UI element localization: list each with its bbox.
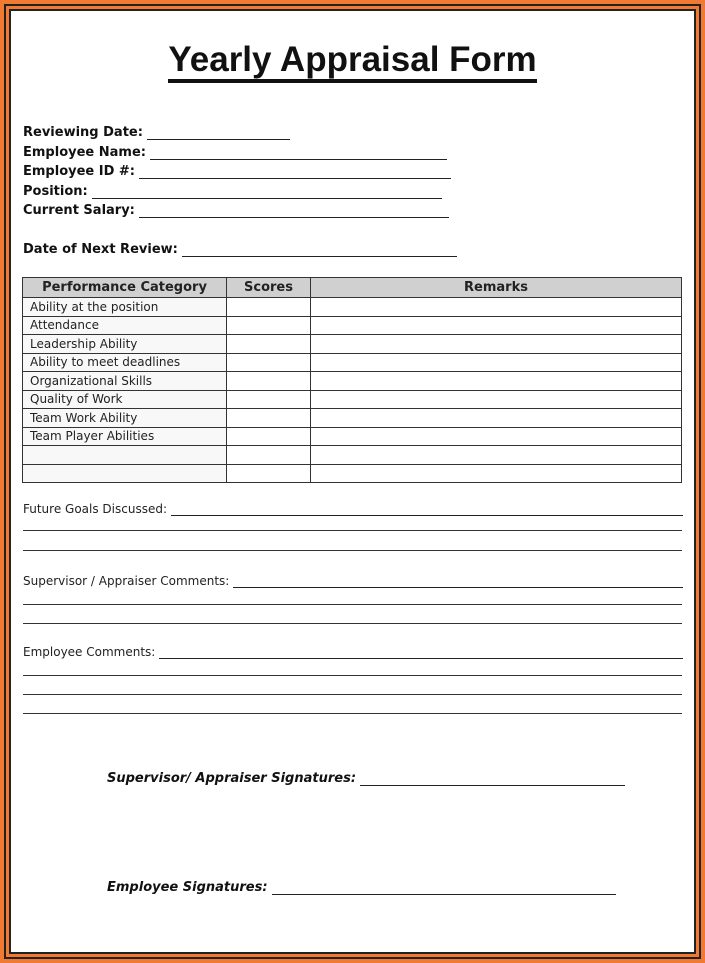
category-cell: Team Player Abilities — [23, 427, 227, 446]
employee-id-label: Employee ID #: — [23, 164, 135, 179]
category-cell[interactable] — [23, 464, 227, 483]
position-label: Position: — [23, 184, 88, 199]
employee-comments-line[interactable] — [23, 675, 682, 676]
category-cell: Organizational Skills — [23, 372, 227, 391]
position-line[interactable] — [92, 187, 442, 199]
score-cell[interactable] — [227, 427, 311, 446]
next-review-line[interactable] — [182, 245, 457, 257]
employee-name-field[interactable] — [23, 145, 447, 160]
future-goals-field[interactable] — [23, 502, 683, 516]
future-goals-line[interactable] — [171, 504, 683, 516]
employee-id-field[interactable] — [23, 164, 451, 179]
table-row — [23, 409, 682, 428]
current-salary-field[interactable] — [23, 203, 449, 218]
supervisor-comments-label: Supervisor / Appraiser Comments: — [23, 574, 230, 588]
remarks-cell[interactable] — [311, 446, 682, 465]
score-cell[interactable] — [227, 335, 311, 354]
category-cell: Attendance — [23, 316, 227, 335]
reviewing-date-label: Reviewing Date: — [23, 125, 143, 140]
remarks-cell[interactable] — [311, 390, 682, 409]
supervisor-comments-line[interactable] — [23, 604, 682, 605]
next-review-field[interactable] — [23, 242, 457, 257]
table-row — [23, 298, 682, 317]
score-cell[interactable] — [227, 390, 311, 409]
score-cell[interactable] — [227, 353, 311, 372]
form-title — [0, 40, 705, 80]
employee-id-line[interactable] — [139, 167, 451, 179]
header-remarks: Remarks — [311, 278, 682, 298]
table-row — [23, 372, 682, 391]
remarks-cell[interactable] — [311, 335, 682, 354]
category-cell: Leadership Ability — [23, 335, 227, 354]
remarks-cell[interactable] — [311, 353, 682, 372]
score-cell[interactable] — [227, 316, 311, 335]
table-row — [23, 316, 682, 335]
position-field[interactable] — [23, 184, 442, 199]
employee-signature-label: Employee Signatures: — [107, 880, 268, 895]
score-cell[interactable] — [227, 464, 311, 483]
remarks-cell[interactable] — [311, 316, 682, 335]
current-salary-label: Current Salary: — [23, 203, 135, 218]
employee-signature-line[interactable] — [272, 883, 616, 895]
category-cell: Ability at the position — [23, 298, 227, 317]
supervisor-comments-field[interactable] — [23, 574, 683, 588]
employee-signature-field[interactable] — [107, 880, 616, 895]
current-salary-line[interactable] — [139, 206, 449, 218]
category-cell: Quality of Work — [23, 390, 227, 409]
table-row — [23, 464, 682, 483]
category-cell[interactable] — [23, 446, 227, 465]
table-row — [23, 446, 682, 465]
category-cell: Ability to meet deadlines — [23, 353, 227, 372]
employee-comments-line[interactable] — [23, 694, 682, 695]
employee-comments-field[interactable] — [23, 645, 683, 659]
header-scores: Scores — [227, 278, 311, 298]
remarks-cell[interactable] — [311, 409, 682, 428]
remarks-cell[interactable] — [311, 298, 682, 317]
supervisor-signature-line[interactable] — [360, 774, 625, 786]
employee-comments-label: Employee Comments: — [23, 645, 156, 659]
score-cell[interactable] — [227, 298, 311, 317]
reviewing-date-line[interactable] — [147, 128, 290, 140]
table-row — [23, 390, 682, 409]
employee-comments-line[interactable] — [23, 713, 682, 714]
score-cell[interactable] — [227, 446, 311, 465]
employee-name-label: Employee Name: — [23, 145, 146, 160]
supervisor-signature-label: Supervisor/ Appraiser Signatures: — [107, 771, 357, 786]
employee-comments-line[interactable] — [159, 647, 683, 659]
category-cell: Team Work Ability — [23, 409, 227, 428]
reviewing-date-field[interactable] — [23, 125, 290, 140]
supervisor-comments-line[interactable] — [233, 576, 683, 588]
employee-name-line[interactable] — [150, 148, 447, 160]
future-goals-label: Future Goals Discussed: — [23, 502, 167, 516]
table-row — [23, 335, 682, 354]
table-row — [23, 353, 682, 372]
score-cell[interactable] — [227, 409, 311, 428]
performance-table — [22, 277, 682, 483]
score-cell[interactable] — [227, 372, 311, 391]
remarks-cell[interactable] — [311, 464, 682, 483]
remarks-cell[interactable] — [311, 427, 682, 446]
remarks-cell[interactable] — [311, 372, 682, 391]
table-row — [23, 427, 682, 446]
supervisor-signature-field[interactable] — [107, 771, 625, 786]
next-review-label: Date of Next Review: — [23, 242, 178, 257]
future-goals-line[interactable] — [23, 530, 682, 531]
form-title-text: Yearly Appraisal Form — [168, 40, 536, 83]
supervisor-comments-line[interactable] — [23, 623, 682, 624]
header-category: Performance Category — [23, 278, 227, 298]
future-goals-line[interactable] — [23, 550, 682, 551]
table-header — [23, 278, 682, 298]
